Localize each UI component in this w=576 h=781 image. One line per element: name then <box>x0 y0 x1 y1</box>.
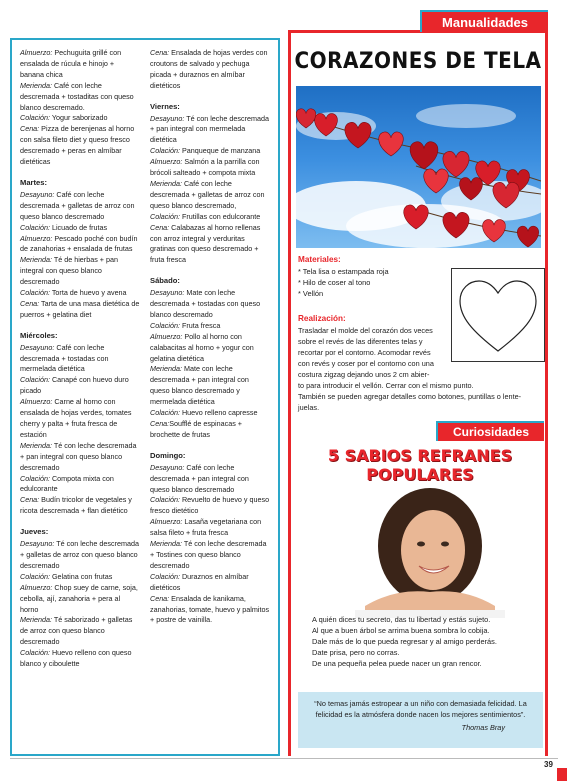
menu-meal <box>20 615 140 648</box>
realizacion-line: costura zigzag dejando unos 2 cm abier- <box>298 370 430 379</box>
menu-meal <box>150 288 270 321</box>
menu-day <box>20 331 140 517</box>
menu-meal <box>150 539 270 572</box>
meal-text: Pollo al horno con calabacitas al horno + yogur con gelatina dietética <box>150 331 254 363</box>
meal-label: Cena: <box>150 419 170 428</box>
meal-text: Pechuguita grillé con ensalada de rúcula e hinojo + banana chica <box>20 48 122 79</box>
meal-text: Té con leche descremada + galletas de arroz con queso blanco descremado <box>20 539 139 570</box>
curiosidades-tab: Curiosidades <box>436 421 544 441</box>
materiales-heading: Materiales: <box>298 255 341 264</box>
menu-meal <box>20 474 140 496</box>
meal-label: Colación: <box>20 473 50 483</box>
realizacion-line: sobre el revés de las diferentes telas y <box>298 337 423 346</box>
meal-label: Desayuno: <box>20 189 55 199</box>
meal-label: Almuerzo: <box>20 48 53 57</box>
menu-meal <box>150 408 270 419</box>
menu-meal <box>20 397 140 441</box>
menu-meal <box>20 113 140 124</box>
meal-text: Salmón a la parrilla con brócoli salteado + compota mixta <box>150 157 260 178</box>
menu-meal <box>20 572 140 583</box>
menu-meal <box>20 495 140 517</box>
meal-label: Merienda: <box>20 440 52 450</box>
meal-label: Colación: <box>150 211 180 221</box>
menu-meal <box>150 48 270 92</box>
menu-day-title: Viernes: <box>150 101 180 111</box>
refranes-title-line-1: 5 SABIOS REFRANES <box>327 446 513 465</box>
menu-meal <box>20 583 140 616</box>
fabric-heart <box>410 142 438 169</box>
meal-text: Calabazas al horno rellenas con arroz integral y verduritas gratinas con queso descremado + fruta fresca <box>150 222 261 265</box>
meal-text: Té con leche descremada + pan integral con mermelada dietética <box>150 113 269 145</box>
meal-text: Huevo relleno capresse <box>179 408 258 418</box>
meal-text: Té de hierbas + pan integral con queso blanco descremado <box>20 255 118 287</box>
menu-meal <box>20 81 140 114</box>
materiales-item: * Tela lisa o estampada roja <box>298 267 389 276</box>
meal-label: Merienda: <box>150 539 182 549</box>
meal-label: Colación: <box>150 320 180 330</box>
meal-label: Merienda: <box>150 178 182 188</box>
menu-meal <box>150 146 270 157</box>
menu-day <box>150 102 270 267</box>
meal-label: Merienda: <box>20 255 52 265</box>
meal-label: Colación: <box>150 146 180 156</box>
meal-text: Mate con leche descremada + tostadas con queso blanco descremado <box>150 288 261 319</box>
meal-text: Café con leche descremada + tostadas con mermelada dietética <box>20 342 109 374</box>
menu-meal <box>20 343 140 376</box>
menu-meal <box>150 114 270 147</box>
refran-item: A quién dices tu secreto, das tu libertad y estás sujeto. <box>312 615 491 624</box>
fabric-heart <box>517 226 538 247</box>
menu-day-title: Sábado: <box>150 276 180 286</box>
meal-text: Duraznos en almíbar dietéticos <box>150 571 249 592</box>
menu-meal <box>20 288 140 299</box>
meal-text: Revuelto de huevo y queso fresco dietético <box>150 495 270 516</box>
meal-text: Budín tricolor de vegetales y ricota descremada + flan dietético <box>20 495 132 516</box>
meal-text: Fruta fresca <box>179 320 221 330</box>
refranes-list <box>312 614 542 669</box>
menu-meal <box>150 495 270 517</box>
quote-text: “No temas jamás estropear a un niño con demasiada felicidad. La felicidad es la atmósfera donde nacen los mejores sentimientos”. <box>314 699 527 719</box>
materiales-item: * Hilo de coser al tono <box>298 278 371 287</box>
hearts-photo <box>296 86 541 248</box>
realizacion-line: También se pueden agregar detalles como botones, puntillas o lente- <box>298 392 522 401</box>
meal-text: Café con leche descremada + pan integral con queso blanco descremado <box>150 462 249 494</box>
quote-box <box>298 692 543 748</box>
meal-text: Café con leche descremada + tostaditas con queso blanco descremado. <box>20 80 134 112</box>
menu-day-title: Domingo: <box>150 450 186 460</box>
woman-portrait <box>355 488 505 618</box>
meal-text: Compota mixta con edulcorante <box>20 473 114 494</box>
realizacion-heading: Realización: <box>298 314 346 323</box>
meal-text: Té con leche descremada + pan integral con queso blanco descremado <box>20 440 137 472</box>
menu-day-title: Jueves: <box>20 527 49 537</box>
hearts-garland-illustration <box>296 86 541 248</box>
meal-label: Desayuno: <box>20 539 55 549</box>
meal-label: Cena: <box>150 222 170 232</box>
fabric-heart <box>379 132 404 156</box>
meal-label: Colación: <box>150 408 180 418</box>
meal-label: Colación: <box>150 571 180 581</box>
meal-text: Café con leche descremada + galletas de arroz con queso blanco descremado, <box>150 178 265 210</box>
realizacion-line: con revés y coser por el contorno con una <box>298 359 434 368</box>
refranes-title-line-2: POPULARES <box>366 465 474 484</box>
menu-meal <box>20 234 140 256</box>
meal-text: Frutillas con edulcorante <box>179 211 261 221</box>
menu-meal <box>150 179 270 212</box>
realizacion-text <box>298 325 543 413</box>
menu-meal <box>20 48 140 81</box>
menu-meal <box>20 375 140 397</box>
meal-text: Huevo relleno con queso blanco y ciboulette <box>20 648 132 669</box>
meal-text: Mate con leche descremada + pan integral con queso blanco descremado y mermelada dietética <box>150 364 249 407</box>
refran-item: Al que a buen árbol se arrima buena sombra lo cobija. <box>312 626 490 635</box>
materiales-item: * Vellón <box>298 289 324 298</box>
meal-label: Almuerzo: <box>20 582 53 592</box>
meal-text: Ensalada de hojas verdes con croutons de salvado y pechuga picada + duraznos en almíbar dietéticos <box>150 48 268 90</box>
menu-meal <box>20 539 140 572</box>
realizacion-line: juelas. <box>298 403 320 412</box>
meal-label: Almuerzo: <box>150 517 183 527</box>
refran-item: Date prisa, pero no corras. <box>312 648 400 657</box>
manualidades-tab: Manualidades <box>420 10 548 32</box>
meal-label: Almuerzo: <box>150 157 183 167</box>
realizacion-line: to para introducir el vellón. Cerrar con el mismo punto. <box>298 381 474 390</box>
meal-label: Almuerzo: <box>150 331 183 341</box>
menu-meal <box>150 332 270 365</box>
meal-label: Merienda: <box>150 364 182 374</box>
meal-label: Merienda: <box>20 615 52 625</box>
meal-text: Torta de huevo y avena <box>49 288 127 298</box>
menu-meal <box>20 190 140 223</box>
menu-column-1 <box>20 48 140 680</box>
meal-label: Colación: <box>20 571 50 581</box>
meal-label: Desayuno: <box>150 288 185 298</box>
meal-label: Merienda: <box>20 80 52 90</box>
refran-item: De una pequeña pelea puede nacer un gran rencor. <box>312 659 482 668</box>
meal-label: Colación: <box>20 288 50 298</box>
menu-meal <box>150 321 270 332</box>
meal-text: Gelatina con frutas <box>49 571 113 581</box>
meal-label: Cena: <box>20 124 40 134</box>
meal-label: Desayuno: <box>20 342 55 352</box>
meal-text: Chop suey de carne, soja, cebolla, ají, zanahoria + pera al horno <box>20 582 138 614</box>
meal-label: Colación: <box>20 222 50 232</box>
menu-meal <box>150 364 270 408</box>
menu-panel <box>10 38 280 756</box>
meal-text: Carne al horno con ensalada de hojas verdes, tomates cherry y palta + fruta fresca de estación <box>20 397 132 439</box>
menu-meal <box>150 157 270 179</box>
meal-text: Yogur saborizado <box>49 113 108 123</box>
refranes-title <box>297 446 543 484</box>
realizacion-line: recortar por el contorno. Acomodar revés <box>298 348 431 357</box>
meal-label: Cena: <box>150 593 170 603</box>
meal-text: Soufflé de espinacas + brochette de frutas <box>150 419 242 439</box>
menu-meal <box>150 419 270 441</box>
menu-meal <box>20 441 140 474</box>
menu-meal <box>20 255 140 288</box>
menu-meal <box>150 223 270 267</box>
menu-meal <box>150 463 270 496</box>
meal-text: Té saborizado + galletas de arroz con queso blanco descremado <box>20 615 133 647</box>
meal-label: Cena: <box>20 495 40 505</box>
menu-meal <box>150 517 270 539</box>
quote-author: Thomas Bray <box>461 723 505 732</box>
meal-text: Pizza de berenjenas al horno con salsa fileto diet y queso fresco descremado + peras en almíbar dietéticas <box>20 124 135 167</box>
menu-meal <box>20 299 140 321</box>
menu-column-2 <box>150 48 270 636</box>
menu-day-title: Miércoles: <box>20 330 58 340</box>
meal-text: Licuado de frutas <box>49 222 108 232</box>
meal-label: Desayuno: <box>150 462 185 472</box>
meal-text: Café con leche descremada + galletas de arroz con queso blanco descremado <box>20 189 135 221</box>
meal-label: Colación: <box>20 375 50 385</box>
refran-item: Dale más de lo que pueda regresar y al amigo perderás. <box>312 637 497 646</box>
meal-text: Panqueque de manzana <box>179 146 261 156</box>
page-corner-bar <box>557 768 567 781</box>
meal-label: Cena: <box>150 48 170 57</box>
menu-day <box>20 48 140 168</box>
menu-meal <box>150 572 270 594</box>
menu-meal <box>150 212 270 223</box>
meal-label: Cena: <box>20 298 40 308</box>
article-title: CORAZONES DE TELA <box>294 46 542 74</box>
menu-day <box>150 48 270 92</box>
meal-text: Lasaña vegetariana con salsa fileto + fruta fresca <box>150 517 262 538</box>
menu-meal <box>20 124 140 168</box>
meal-text: Té con leche descremada + Tostines con queso blanco descremado <box>150 539 267 570</box>
page-number: 39 <box>544 760 553 769</box>
menu-day <box>20 527 140 670</box>
menu-day-title: Martes: <box>20 177 48 187</box>
meal-text: Tarta de una masa dietética de puerros + gelatina diet <box>20 298 140 319</box>
woman-smiling-illustration <box>355 488 505 618</box>
meal-label: Colación: <box>20 648 50 658</box>
menu-day <box>20 178 140 321</box>
menu-day <box>150 276 270 441</box>
materiales-list <box>298 266 389 299</box>
meal-label: Desayuno: <box>150 113 185 123</box>
meal-text: Canapé con huevo duro picado <box>20 375 129 396</box>
menu-day <box>150 451 270 627</box>
meal-label: Colación: <box>20 113 50 123</box>
menu-meal <box>20 648 140 670</box>
meal-label: Colación: <box>150 495 180 505</box>
meal-text: Pescado poché con budín de zanahorias + ensalada de frutas <box>20 233 138 254</box>
menu-meal <box>150 594 270 627</box>
footer-rule <box>10 758 558 759</box>
meal-label: Almuerzo: <box>20 233 53 243</box>
meal-label: Almuerzo: <box>20 397 53 407</box>
realizacion-line: Trasladar el molde del corazón dos veces <box>298 326 433 335</box>
meal-text: Ensalada de kanikama, zanahorias, tomate, huevo y palmitos + postre de vainilla. <box>150 593 270 625</box>
menu-meal <box>20 223 140 234</box>
